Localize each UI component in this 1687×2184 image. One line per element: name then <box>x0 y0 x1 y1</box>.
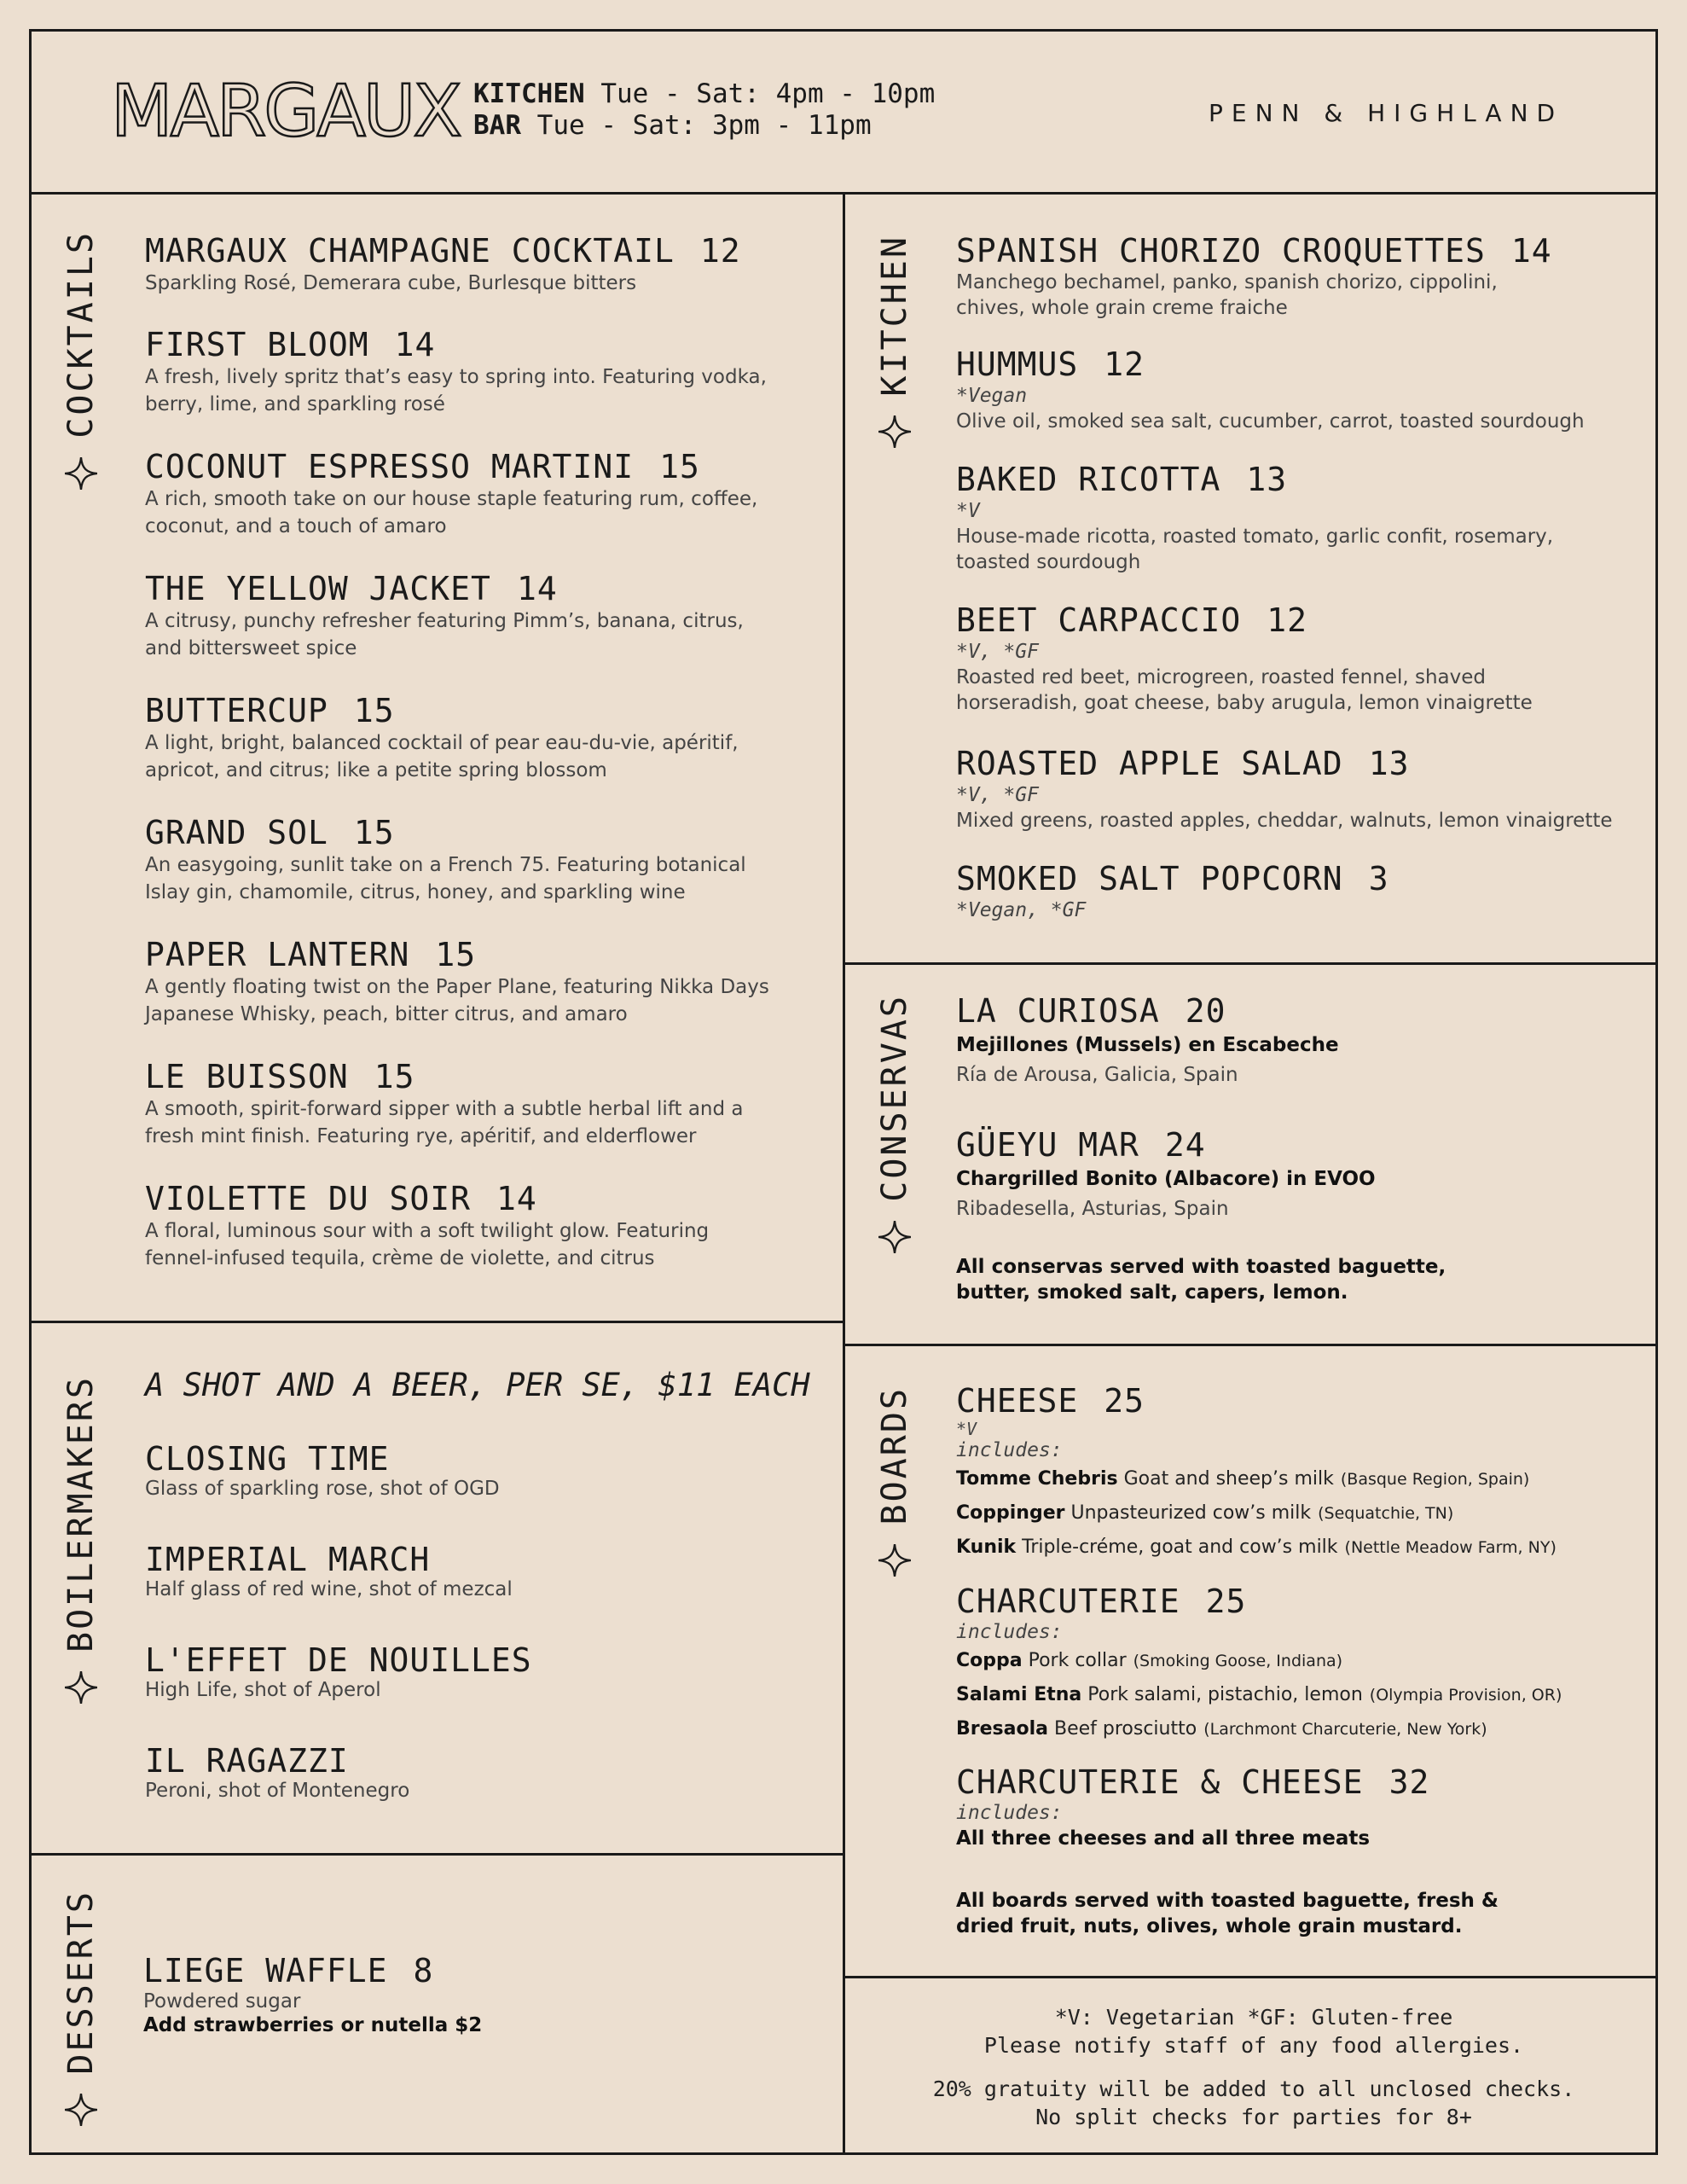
item-name: CLOSING TIME <box>145 1440 390 1478</box>
item-price: 24 <box>1164 1126 1206 1164</box>
item-price: 14 <box>394 326 436 363</box>
boilermakers-divider <box>29 1853 844 1856</box>
diet-tag: *V <box>956 500 980 522</box>
item-desc: fennel-infused tequila, crème de violette, and citrus <box>145 1247 655 1269</box>
item-desc: A floral, luminous sour with a soft twilight glow. Featuring <box>145 1220 710 1242</box>
section-desserts: DESSERTS <box>61 1890 101 2128</box>
item-desc: Olive oil, smoked sea salt, cucumber, carrot, toasted sourdough <box>956 410 1585 433</box>
boilermaker-item <box>145 1641 827 1701</box>
logo: MARGAUX <box>111 69 460 153</box>
item-desc: Glass of sparkling rose, shot of OGD <box>145 1478 500 1500</box>
includes-label: includes: <box>956 1621 1063 1643</box>
conserva-item <box>956 992 1638 1089</box>
item-price: 8 <box>413 1952 434 1989</box>
sparkle-icon <box>63 1670 99 1705</box>
item-name: LA CURIOSA <box>956 992 1160 1030</box>
item-name: PAPER LANTERN <box>145 936 410 973</box>
item-desc: A rich, smooth take on our house staple featuring rum, coffee, <box>145 488 758 510</box>
kitchen-item <box>956 232 1638 321</box>
cocktail-item <box>145 1180 827 1272</box>
item-price: 12 <box>699 232 741 270</box>
item-desc: Mixed greens, roasted apples, cheddar, walnuts, lemon vinaigrette <box>956 810 1613 832</box>
item-name: BUTTERCUP <box>145 692 328 729</box>
item-desc: fresh mint finish. Featuring rye, apéritif, and elderflower <box>145 1125 697 1147</box>
item-price: 3 <box>1368 860 1389 897</box>
item-desc: Roasted red beet, microgreen, roasted fennel, shaved <box>956 666 1486 688</box>
item-price: 25 <box>1104 1382 1145 1420</box>
item-price: 14 <box>496 1180 537 1217</box>
gratuity-note: 20% gratuity will be added to all unclosed checks. <box>932 2077 1575 2101</box>
item-origin: Ribadesella, Asturias, Spain <box>956 1198 1229 1220</box>
item-name: SMOKED SALT POPCORN <box>956 860 1343 897</box>
board-item <box>956 1763 1638 1852</box>
item-price: 12 <box>1104 346 1145 383</box>
dessert-item <box>143 1952 826 2037</box>
item-name: BEET CARPACCIO <box>956 601 1242 639</box>
sparkle-icon <box>63 2092 99 2128</box>
item-desc: A gently floating twist on the Paper Plane, featuring Nikka Days <box>145 976 769 998</box>
item-price: 14 <box>1510 232 1552 270</box>
item-desc: Powdered sugar <box>143 1990 301 2013</box>
item-price: 14 <box>516 570 558 607</box>
item-name: CHARCUTERIE & CHEESE <box>956 1763 1364 1801</box>
diet-legend: *V: Vegetarian *GF: Gluten-free <box>1054 2005 1453 2030</box>
cocktail-item <box>145 814 827 906</box>
item-desc: High Life, shot of Aperol <box>145 1679 381 1701</box>
item-name: VIOLETTE DU SOIR <box>145 1180 472 1217</box>
item-name: L'EFFET DE NOUILLES <box>145 1641 532 1679</box>
item-price: 15 <box>353 814 395 851</box>
board-item <box>956 1583 1638 1746</box>
kitchen-item <box>956 346 1638 434</box>
item-desc: apricot, and citrus; like a petite spring blossom <box>145 759 607 781</box>
column-divider <box>843 192 845 2155</box>
board-line: Coppa Pork collar (Smoking Goose, Indiana) <box>956 1650 1343 1671</box>
item-price: 13 <box>1368 745 1410 782</box>
item-desc: A smooth, spirit-forward sipper with a subtle herbal lift and a <box>145 1098 744 1120</box>
item-product: Chargrilled Bonito (Albacore) in EVOO <box>956 1168 1376 1190</box>
item-addon: Add strawberries or nutella $2 <box>143 2014 483 2036</box>
item-desc: horseradish, goat cheese, baby arugula, lemon vinaigrette <box>956 692 1533 714</box>
boilermakers-intro: A SHOT AND A BEER, PER SE, $11 EACH <box>145 1367 810 1403</box>
item-name: FIRST BLOOM <box>145 326 369 363</box>
hours: KITCHEN Tue - Sat: 4pm - 10pm BAR Tue - Sat: 3pm - 11pm <box>473 78 936 141</box>
item-name: CHARCUTERIE <box>956 1583 1180 1620</box>
board-line: Kunik Triple-créme, goat and cow’s milk (Nettle Meadow Farm, NY) <box>956 1536 1557 1558</box>
item-price: 25 <box>1205 1583 1247 1620</box>
item-name: SPANISH CHORIZO CROQUETTES <box>956 232 1486 270</box>
item-price: 12 <box>1267 601 1308 639</box>
kitchen-item <box>956 860 1638 923</box>
includes-label: includes: <box>956 1802 1063 1824</box>
item-desc: An easygoing, sunlit take on a French 75. Featuring botanical <box>145 854 746 876</box>
cocktail-item <box>145 570 827 662</box>
boilermaker-item <box>145 1440 827 1500</box>
boilermaker-item <box>145 1541 827 1600</box>
allergy-note: Please notify staff of any food allergies. <box>983 2033 1524 2058</box>
includes-label: includes: <box>956 1439 1063 1461</box>
item-name: CHEESE <box>956 1382 1079 1420</box>
split-check-note: No split checks for parties for 8+ <box>1035 2105 1472 2129</box>
cocktail-item <box>145 326 827 418</box>
item-desc: Sparkling Rosé, Demerara cube, Burlesque bitters <box>145 272 637 294</box>
item-desc: Islay gin, chamomile, citrus, honey, and sparkling wine <box>145 881 686 903</box>
kitchen-item <box>956 745 1638 834</box>
item-price: 15 <box>353 692 395 729</box>
cocktail-item <box>145 936 827 1028</box>
diet-tag: *Vegan, *GF <box>956 899 1087 921</box>
item-price: 15 <box>659 448 700 485</box>
board-line: Coppinger Unpasteurized cow’s milk (Sequatchie, TN) <box>956 1502 1454 1524</box>
board-item <box>956 1382 1638 1565</box>
item-desc: A fresh, lively spritz that’s easy to spring into. Featuring vodka, <box>145 366 767 388</box>
boards-note: All boards served with toasted baguette, fresh & dried fruit, nuts, olives, whole grain mustard. <box>956 1890 1499 1937</box>
item-name: COCONUT ESPRESSO MARTINI <box>145 448 635 485</box>
kitchen-item <box>956 461 1638 575</box>
cocktails-divider <box>29 1321 844 1323</box>
diet-tag: *Vegan <box>956 385 1028 407</box>
item-desc: Manchego bechamel, panko, spanish chorizo, cippolini, <box>956 271 1498 293</box>
item-price: 15 <box>435 936 477 973</box>
conserva-item <box>956 1126 1638 1223</box>
conservas-note: All conservas served with toasted baguette, butter, smoked salt, capers, lemon. <box>956 1256 1446 1304</box>
sparkle-icon <box>63 456 99 491</box>
item-desc: toasted sourdough <box>956 551 1141 573</box>
item-name: THE YELLOW JACKET <box>145 570 491 607</box>
board-summary: All three cheeses and all three meats <box>956 1827 1371 1850</box>
cocktail-item <box>145 232 827 297</box>
section-boilermakers: BOILERMAKERS <box>61 1375 101 1705</box>
sparkle-icon <box>877 1542 913 1578</box>
diet-tag: *V, *GF <box>956 784 1039 806</box>
conservas-divider <box>844 1344 1658 1346</box>
item-price: 15 <box>374 1058 415 1095</box>
cocktail-item <box>145 448 827 540</box>
item-desc: A light, bright, balanced cocktail of pear eau-du-vie, apéritif, <box>145 732 739 754</box>
item-desc: Half glass of red wine, shot of mezcal <box>145 1578 513 1600</box>
item-name: LE BUISSON <box>145 1058 349 1095</box>
item-desc: coconut, and a touch of amaro <box>145 515 447 537</box>
boards-divider <box>844 1976 1658 1978</box>
board-line: Bresaola Beef prosciutto (Larchmont Charcuterie, New York) <box>956 1718 1487 1740</box>
item-name: LIEGE WAFFLE <box>143 1952 388 1989</box>
footer-policies <box>849 2075 1659 2131</box>
diet-tag: *V, *GF <box>956 641 1039 663</box>
cocktail-item <box>145 692 827 784</box>
cocktail-item <box>145 1058 827 1150</box>
sparkle-icon <box>877 414 913 450</box>
sparkle-icon <box>877 1219 913 1255</box>
board-line: Tomme Chebris Goat and sheep’s milk (Basque Region, Spain) <box>956 1468 1530 1490</box>
item-desc: chives, whole grain creme fraiche <box>956 297 1288 319</box>
item-name: ROASTED APPLE SALAD <box>956 745 1343 782</box>
item-origin: Ría de Arousa, Galicia, Spain <box>956 1064 1238 1086</box>
item-desc: and bittersweet spice <box>145 637 357 659</box>
item-desc: Peroni, shot of Montenegro <box>145 1780 410 1802</box>
footer-legend <box>849 2003 1659 2059</box>
section-kitchen: KITCHEN <box>875 235 914 450</box>
board-line: Salami Etna Pork salami, pistachio, lemon (Olympia Provision, OR) <box>956 1684 1562 1705</box>
item-name: BAKED RICOTTA <box>956 461 1221 498</box>
item-price: 32 <box>1388 1763 1430 1801</box>
section-cocktails: COCKTAILS <box>61 230 101 491</box>
section-boards: BOARDS <box>875 1386 914 1578</box>
item-price: 20 <box>1185 992 1226 1030</box>
location: PENN & HIGHLAND <box>1209 99 1564 127</box>
item-desc: Japanese Whisky, peach, bitter citrus, and amaro <box>145 1003 628 1025</box>
item-name: GÜEYU MAR <box>956 1126 1139 1164</box>
kitchen-divider <box>844 962 1658 965</box>
item-name: GRAND SOL <box>145 814 328 851</box>
diet-tag: *V <box>956 1419 977 1439</box>
item-name: HUMMUS <box>956 346 1079 383</box>
item-name: IL RAGAZZI <box>145 1742 349 1780</box>
item-name: IMPERIAL MARCH <box>145 1541 431 1578</box>
item-price: 13 <box>1246 461 1288 498</box>
item-desc: House-made ricotta, roasted tomato, garlic confit, rosemary, <box>956 526 1554 548</box>
item-product: Mejillones (Mussels) en Escabeche <box>956 1034 1339 1056</box>
boilermaker-item <box>145 1742 827 1802</box>
item-desc: berry, lime, and sparkling rosé <box>145 393 445 415</box>
item-name: MARGAUX CHAMPAGNE COCKTAIL <box>145 232 675 270</box>
item-desc: A citrusy, punchy refresher featuring Pimm’s, banana, citrus, <box>145 610 744 632</box>
section-conservas: CONSERVAS <box>875 994 914 1255</box>
kitchen-item <box>956 601 1638 716</box>
